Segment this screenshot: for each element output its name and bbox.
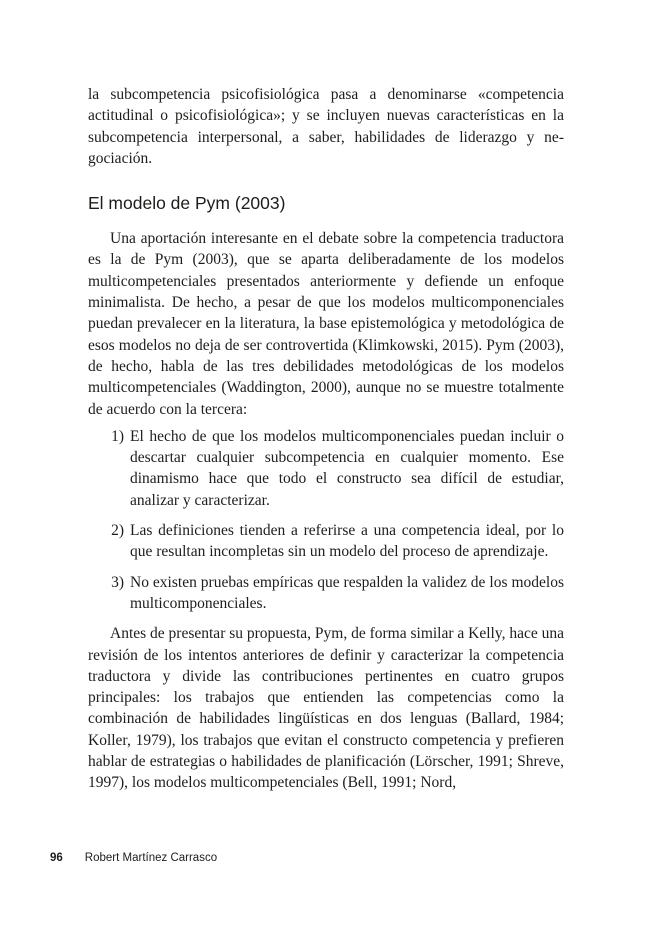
list-item — [88, 520, 564, 563]
list-item — [88, 572, 564, 615]
weakness-list — [88, 426, 564, 614]
list-item-number: 1) — [111, 427, 124, 445]
body-paragraph-2: Antes de presentar su propuesta, Pym, de forma similar a Kelly, hace una revisión de los intentos anteriores de definir y caracterizar la competencia traductora y divide las contribuciones pertinentes en cuatro grupos principales: los trabajos que entienden las competencias como la combinación de habilidades lingüísticas en dos lenguas (Ballard, 1984; Koller, 1979), los trabajos que evitan el constructo competencia y prefieren hablar de estrategias o habilidades de planificación (Lörscher, 1991; Shreve, 1997), los modelos multicompetenciales (Bell, 1991; Nord, — [88, 625, 564, 792]
page-body — [88, 84, 564, 794]
continuation-paragraph: la subcompetencia psicofisiológica pasa a denominarse «competencia actitudinal o psicofisiológica»; y se incluyen nuevas características en la subcompetencia interpersonal, a saber, habilidades de liderazgo y negociación. — [88, 86, 564, 167]
list-item-text: El hecho de que los modelos multicomponenciales puedan incluir o descartar cualquier subcompetencia en cualquier momento. Ese dinamismo hace que todo el constructo sea difícil de estudiar, analizar y caracterizar. — [130, 427, 564, 509]
body-paragraph-1: Una aportación interesante en el debate sobre la competencia traductora es la de Pym (2003), que se aparta deliberadamente de los modelos multicompetenciales presentados anteriormente y defiende un enfoque minimalista. De hecho, a pesar de que los modelos multicomponenciales puedan prevalecer en la literatura, la base epistemológica y metodológica de esos modelos no deja de ser controvertida (Klimkowski, 2015). Pym (2003), de hecho, habla de las tres debilidades metodológicas de los modelos multicompetenciales (Waddington, 2000), aunque no se muestre totalmente de acuerdo con la tercera: — [88, 230, 564, 418]
page-number: 96 — [50, 852, 63, 864]
page-footer — [50, 852, 217, 864]
section-heading: El modelo de Pym (2003) — [88, 193, 286, 214]
list-item-number: 3) — [111, 573, 124, 591]
list-item — [88, 426, 564, 511]
running-author: Robert Martínez Carrasco — [84, 852, 218, 864]
list-item-text: No existen pruebas empíricas que respalden la validez de los modelos multicomponenciales. — [130, 573, 564, 612]
list-item-text: Las definiciones tienden a referirse a una competencia ideal, por lo que resultan incompletas sin un modelo del proceso de aprendizaje. — [130, 522, 564, 561]
list-item-number: 2) — [111, 522, 124, 540]
